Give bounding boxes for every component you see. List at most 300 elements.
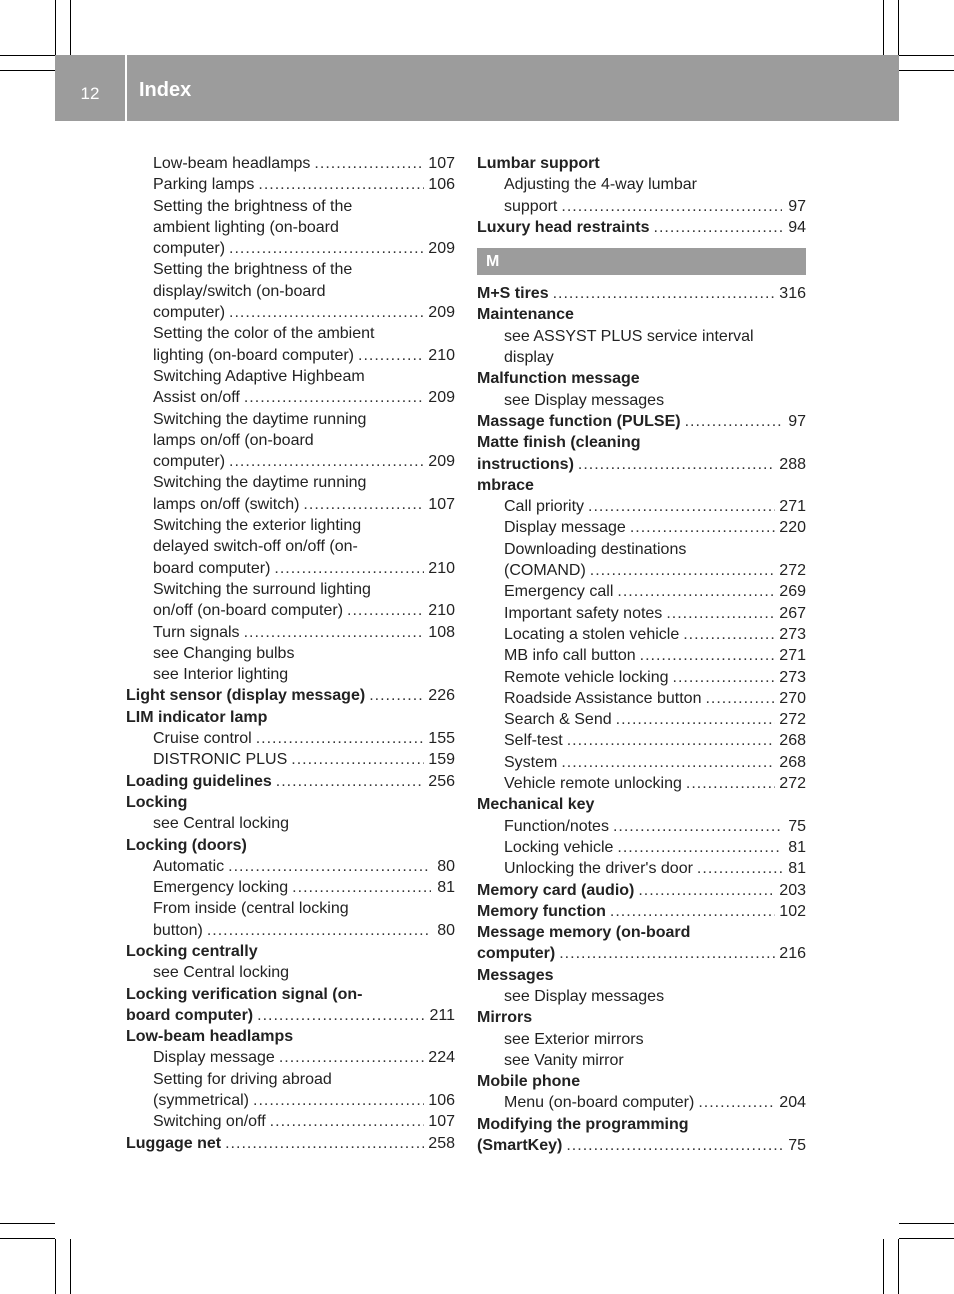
index-entry — [126, 1026, 455, 1047]
index-entry[interactable] — [477, 454, 806, 475]
index-subentry — [126, 259, 455, 280]
index-subentry — [126, 323, 455, 344]
entry-text: Locating a stolen vehicle — [504, 625, 680, 643]
dot-leader — [229, 451, 424, 472]
page-reference[interactable]: 210 — [428, 602, 455, 620]
index-entry — [477, 432, 806, 453]
page-reference[interactable]: 269 — [779, 583, 806, 601]
index-subentry — [126, 1069, 455, 1090]
entry-text: Display message — [153, 1049, 275, 1067]
entry-text: Loading guidelines — [126, 772, 272, 790]
index-entry[interactable] — [477, 943, 806, 964]
page-reference[interactable]: 270 — [779, 689, 806, 707]
index-subentry — [126, 813, 455, 834]
index-subentry — [477, 347, 806, 368]
dot-leader — [566, 1135, 782, 1156]
entry-text: Vehicle remote unlocking — [504, 775, 682, 793]
index-subentry — [126, 196, 455, 217]
index-entry[interactable] — [477, 217, 806, 238]
entry-text: Switching on/off — [153, 1113, 266, 1131]
index-subentry — [126, 217, 455, 238]
index-subentry — [477, 174, 806, 195]
dot-leader — [369, 685, 424, 706]
index-subentry[interactable] — [477, 496, 806, 517]
entry-text: Locking centrally — [126, 942, 258, 960]
entry-text: Massage function (PULSE) — [477, 412, 681, 430]
entry-text: Setting the color of the ambient — [153, 325, 375, 343]
index-entry[interactable] — [477, 880, 806, 901]
page-number: 12 — [80, 84, 100, 103]
index-subentry[interactable] — [477, 709, 806, 730]
page-reference[interactable]: 102 — [779, 902, 806, 920]
page-reference[interactable]: 107 — [428, 1113, 455, 1131]
index-entry[interactable] — [477, 901, 806, 922]
entry-text: Message memory (on-board — [477, 924, 691, 942]
page-reference[interactable]: 273 — [779, 668, 806, 686]
entry-text: From inside (central locking — [153, 900, 349, 918]
page-reference[interactable]: 75 — [788, 817, 806, 835]
index-entry — [477, 1114, 806, 1135]
crop-mark — [898, 0, 899, 55]
entry-text: lamps on/off (switch) — [153, 495, 300, 513]
page-header — [55, 55, 899, 121]
dot-leader — [270, 1111, 425, 1132]
dot-leader — [630, 517, 775, 538]
dot-leader — [228, 856, 431, 877]
index-subentry[interactable] — [126, 302, 455, 323]
index-subentry — [477, 390, 806, 411]
entry-text: display/switch (on-board — [153, 282, 326, 300]
page-reference[interactable]: 210 — [428, 559, 455, 577]
entry-text: Adjusting the 4-way lumbar — [504, 176, 697, 194]
section-letter-bar: M — [477, 248, 806, 275]
dot-leader — [314, 153, 424, 174]
dot-leader — [578, 454, 775, 475]
entry-text: display — [504, 349, 554, 367]
page-reference[interactable]: 81 — [788, 860, 806, 878]
index-subentry — [126, 898, 455, 919]
entry-text: lighting (on-board computer) — [153, 346, 354, 364]
dot-leader — [229, 302, 424, 323]
index-subentry[interactable] — [477, 688, 806, 709]
index-subentry — [477, 539, 806, 560]
index-subentry — [126, 579, 455, 600]
index-subentry — [477, 986, 806, 1007]
entry-text: System — [504, 753, 558, 771]
page-reference[interactable]: 94 — [788, 218, 806, 236]
entry-text: Locking — [126, 793, 188, 811]
index-column-left — [126, 153, 455, 1154]
page-reference[interactable]: 81 — [437, 879, 455, 897]
index-subentry — [477, 1029, 806, 1050]
index-subentry[interactable] — [126, 877, 455, 898]
index-entry — [477, 304, 806, 325]
entry-text: Memory function — [477, 902, 606, 920]
entry-text: Locking verification signal (on- — [126, 985, 363, 1003]
index-subentry — [126, 472, 455, 493]
page-reference[interactable]: 106 — [428, 176, 455, 194]
index-subentry[interactable] — [477, 752, 806, 773]
index-entry[interactable] — [477, 1135, 806, 1156]
index-entry — [126, 984, 455, 1005]
index-subentry[interactable] — [477, 196, 806, 217]
entry-text: Locking vehicle — [504, 838, 614, 856]
page-reference[interactable]: 211 — [429, 1006, 455, 1024]
index-subentry[interactable] — [477, 667, 806, 688]
entry-text: Emergency call — [504, 583, 614, 601]
page-reference[interactable]: 272 — [779, 562, 806, 580]
page-reference[interactable]: 271 — [779, 647, 806, 665]
page-reference[interactable]: 216 — [779, 945, 806, 963]
entry-text: Luggage net — [126, 1134, 222, 1152]
entry-text: computer) — [153, 240, 226, 258]
entry-text: Mechanical key — [477, 796, 595, 814]
index-subentry[interactable] — [126, 920, 455, 941]
index-entry[interactable] — [477, 411, 806, 432]
dot-leader — [279, 1047, 424, 1068]
entry-text: Menu (on-board computer) — [504, 1094, 695, 1112]
entry-text: see Central locking — [153, 815, 290, 833]
dot-leader — [207, 920, 431, 941]
crop-mark — [899, 55, 954, 56]
index-entry — [477, 965, 806, 986]
index-entry — [477, 922, 806, 943]
dot-leader — [616, 709, 776, 730]
dot-leader — [561, 196, 782, 217]
dot-leader — [276, 771, 425, 792]
index-subentry[interactable] — [477, 624, 806, 645]
entry-text: LIM indicator lamp — [126, 708, 268, 726]
page-reference[interactable]: 271 — [779, 498, 806, 516]
index-subentry — [126, 409, 455, 430]
entry-text: delayed switch-off on/off (on- — [153, 538, 358, 556]
dot-leader — [229, 238, 424, 259]
index-subentry[interactable] — [477, 837, 806, 858]
entry-text: (symmetrical) — [153, 1092, 249, 1110]
index-subentry[interactable] — [126, 558, 455, 579]
page-reference[interactable]: 288 — [779, 455, 806, 473]
index-subentry[interactable] — [477, 517, 806, 538]
dot-leader — [561, 752, 775, 773]
header-divider — [125, 55, 127, 121]
dot-leader — [654, 217, 783, 238]
dot-leader — [673, 667, 776, 688]
index-subentry[interactable] — [477, 581, 806, 602]
entry-text: see Vanity mirror — [504, 1051, 624, 1069]
entry-text: Call priority — [504, 498, 585, 516]
dot-leader — [705, 688, 775, 709]
entry-text: Roadside Assistance button — [504, 689, 702, 707]
page-reference[interactable]: 81 — [788, 838, 806, 856]
entry-text: see Display messages — [504, 987, 665, 1005]
index-entry — [126, 792, 455, 813]
dot-leader — [617, 837, 782, 858]
index-entry — [477, 794, 806, 815]
index-entry — [477, 153, 806, 174]
dot-leader — [292, 877, 431, 898]
index-entry — [477, 368, 806, 389]
entry-text: ambient lighting (on-board — [153, 218, 339, 236]
crop-mark — [883, 1239, 884, 1294]
page-title: Index — [139, 79, 192, 101]
dot-leader — [553, 283, 776, 304]
index-subentry[interactable] — [477, 816, 806, 837]
page-reference[interactable]: 107 — [428, 495, 455, 513]
entry-text: board computer) — [153, 559, 271, 577]
index-entry[interactable] — [126, 771, 455, 792]
index-subentry[interactable] — [477, 603, 806, 624]
entry-text: instructions) — [477, 455, 574, 473]
index-subentry[interactable] — [126, 174, 455, 195]
entry-text: M+S tires — [477, 285, 549, 303]
dot-leader — [698, 1092, 775, 1113]
index-subentry[interactable] — [477, 730, 806, 751]
entry-text: computer) — [153, 304, 226, 322]
entry-text: Remote vehicle locking — [504, 668, 669, 686]
index-subentry — [477, 1050, 806, 1071]
page-reference[interactable]: 107 — [428, 155, 455, 172]
entry-text: Mirrors — [477, 1009, 533, 1027]
index-subentry[interactable] — [126, 451, 455, 472]
page-reference[interactable]: 204 — [779, 1094, 806, 1112]
crop-mark — [0, 70, 55, 71]
entry-text: button) — [153, 921, 203, 939]
dot-leader — [274, 558, 424, 579]
dot-leader — [358, 345, 424, 366]
entry-text: Setting the brightness of the — [153, 197, 353, 215]
entry-text: Modifying the programming — [477, 1115, 689, 1133]
entry-text: Setting the brightness of the — [153, 261, 353, 279]
index-subentry[interactable] — [126, 153, 455, 174]
index-subentry — [126, 281, 455, 302]
entry-text: Maintenance — [477, 306, 574, 324]
index-subentry — [126, 962, 455, 983]
index-subentry[interactable] — [126, 1047, 455, 1068]
page-reference[interactable]: 108 — [428, 623, 455, 641]
page-reference[interactable]: 209 — [428, 304, 455, 322]
entry-text: Cruise control — [153, 730, 252, 748]
entry-text: Function/notes — [504, 817, 609, 835]
entry-text: DISTRONIC PLUS — [153, 751, 288, 769]
dot-leader — [683, 624, 775, 645]
page-reference[interactable]: 80 — [437, 921, 455, 939]
index-subentry[interactable] — [126, 494, 455, 515]
entry-text: Mobile phone — [477, 1073, 581, 1091]
page-reference[interactable]: 75 — [788, 1137, 806, 1155]
entry-text: see Exterior mirrors — [504, 1030, 644, 1048]
index-subentry[interactable] — [477, 1092, 806, 1113]
entry-text: see Changing bulbs — [153, 644, 295, 662]
index-subentry[interactable] — [477, 560, 806, 581]
entry-text: on/off (on-board computer) — [153, 602, 344, 620]
entry-text: support — [504, 197, 558, 215]
crop-mark — [55, 0, 56, 55]
index-subentry[interactable] — [477, 773, 806, 794]
page-reference[interactable]: 268 — [779, 753, 806, 771]
entry-text: Turn signals — [153, 623, 240, 641]
crop-mark — [55, 1239, 56, 1294]
entry-text: Light sensor (display message) — [126, 687, 366, 705]
entry-text: computer) — [153, 453, 226, 471]
page-reference[interactable]: 97 — [788, 412, 806, 430]
page-reference[interactable]: 316 — [779, 285, 806, 303]
entry-text: Self-test — [504, 732, 563, 750]
dot-leader — [590, 560, 776, 581]
index-entry[interactable] — [126, 1005, 455, 1026]
entry-text: (COMAND) — [504, 562, 586, 580]
crop-mark — [899, 70, 954, 71]
entry-text: lamps on/off (on-board — [153, 431, 314, 449]
entry-text: Messages — [477, 966, 554, 984]
page-reference[interactable]: 209 — [428, 240, 455, 258]
entry-text: Memory card (audio) — [477, 881, 635, 899]
crop-mark — [883, 0, 884, 55]
index-subentry — [126, 366, 455, 387]
entry-text: Switching the daytime running — [153, 474, 367, 492]
entry-text: board computer) — [126, 1006, 254, 1024]
index-subentry[interactable] — [126, 1111, 455, 1132]
dot-leader — [347, 600, 424, 621]
crop-mark — [0, 1223, 55, 1224]
page-reference[interactable]: 226 — [428, 687, 455, 705]
index-subentry[interactable] — [477, 858, 806, 879]
entry-text: Assist on/off — [153, 389, 240, 407]
entry-text: Luxury head restraints — [477, 218, 650, 236]
page-reference[interactable]: 106 — [428, 1092, 455, 1110]
entry-text: Automatic — [153, 857, 225, 875]
dot-leader — [685, 411, 782, 432]
index-entry — [126, 707, 455, 728]
index-subentry[interactable] — [477, 645, 806, 666]
dot-leader — [291, 749, 424, 770]
index-subentry[interactable] — [126, 728, 455, 749]
index-subentry[interactable] — [126, 600, 455, 621]
page-reference[interactable]: 210 — [428, 346, 455, 364]
entry-text: Locking (doors) — [126, 836, 247, 854]
entry-text: Search & Send — [504, 711, 612, 729]
index-subentry[interactable] — [126, 856, 455, 877]
crop-mark — [899, 1238, 954, 1239]
entry-text: Downloading destinations — [504, 540, 687, 558]
dot-leader — [617, 581, 775, 602]
index-entry[interactable] — [477, 283, 806, 304]
crop-mark — [70, 0, 71, 55]
page-reference[interactable]: 224 — [428, 1049, 455, 1067]
dot-leader — [613, 816, 782, 837]
entry-text: Display message — [504, 519, 626, 537]
entry-text: Switching the exterior lighting — [153, 517, 362, 535]
index-column-right — [477, 153, 806, 1156]
entry-text: Switching the daytime running — [153, 410, 367, 428]
crop-mark — [899, 1223, 954, 1224]
index-subentry — [477, 326, 806, 347]
dot-leader — [666, 603, 775, 624]
dot-leader — [697, 858, 782, 879]
dot-leader — [258, 174, 424, 195]
page-reference[interactable]: 267 — [779, 604, 806, 622]
entry-text: see Interior lighting — [153, 666, 289, 684]
index-entry[interactable] — [126, 685, 455, 706]
dot-leader — [257, 1005, 425, 1026]
entry-text: Lumbar support — [477, 155, 600, 172]
entry-text: Unlocking the driver's door — [504, 860, 693, 878]
entry-text: Parking lamps — [153, 176, 255, 194]
page-reference[interactable]: 155 — [428, 730, 455, 748]
page-reference[interactable]: 220 — [779, 519, 806, 537]
index-entry — [126, 835, 455, 856]
dot-leader — [244, 622, 425, 643]
dot-leader — [610, 901, 775, 922]
index-subentry — [126, 664, 455, 685]
index-entry — [477, 1071, 806, 1092]
index-subentry — [126, 643, 455, 664]
dot-leader — [640, 645, 776, 666]
dot-leader — [588, 496, 775, 517]
page-reference[interactable]: 203 — [779, 881, 806, 899]
index-subentry[interactable] — [126, 622, 455, 643]
crop-mark — [70, 1239, 71, 1294]
entry-text: MB info call button — [504, 647, 636, 665]
page-reference[interactable]: 273 — [779, 625, 806, 643]
page-reference[interactable]: 209 — [428, 389, 455, 407]
index-entry — [477, 475, 806, 496]
entry-text: see ASSYST PLUS service interval — [504, 327, 754, 345]
index-entry — [126, 941, 455, 962]
index-subentry[interactable] — [126, 749, 455, 770]
crop-mark — [898, 1239, 899, 1294]
page-reference[interactable]: 80 — [437, 857, 455, 875]
entry-text: Low-beam headlamps — [153, 155, 311, 172]
entry-text: Emergency locking — [153, 879, 289, 897]
entry-text: see Display messages — [504, 391, 665, 409]
entry-text: Setting for driving abroad — [153, 1070, 332, 1088]
index-subentry[interactable] — [126, 345, 455, 366]
page-reference[interactable]: 159 — [428, 751, 455, 769]
page-reference[interactable]: 268 — [779, 732, 806, 750]
entry-text: Low-beam headlamps — [126, 1028, 294, 1046]
dot-leader — [638, 880, 775, 901]
dot-leader — [244, 387, 424, 408]
index-subentry[interactable] — [126, 1090, 455, 1111]
entry-text: Switching Adaptive Highbeam — [153, 367, 365, 385]
dot-leader — [253, 1090, 424, 1111]
index-subentry[interactable] — [126, 387, 455, 408]
dot-leader — [567, 730, 776, 751]
entry-text: Matte finish (cleaning — [477, 434, 641, 452]
entry-text: computer) — [477, 945, 556, 963]
entry-text: Malfunction message — [477, 370, 640, 388]
entry-text: mbrace — [477, 476, 534, 494]
entry-text: Switching the surround lighting — [153, 580, 371, 598]
page-reference[interactable]: 97 — [788, 197, 806, 215]
dot-leader — [303, 494, 424, 515]
dot-leader — [686, 773, 775, 794]
page-reference[interactable]: 272 — [779, 711, 806, 729]
entry-text: Important safety notes — [504, 604, 663, 622]
page-reference[interactable]: 258 — [428, 1134, 455, 1152]
dot-leader — [256, 728, 425, 749]
index-subentry — [126, 430, 455, 451]
page-reference[interactable]: 272 — [779, 775, 806, 793]
page-reference[interactable]: 256 — [428, 772, 455, 790]
index-entry — [477, 1007, 806, 1028]
dot-leader — [559, 943, 775, 964]
index-subentry[interactable] — [126, 238, 455, 259]
crop-mark — [0, 55, 55, 56]
index-entry[interactable] — [126, 1133, 455, 1154]
page-reference[interactable]: 209 — [428, 453, 455, 471]
dot-leader — [225, 1133, 424, 1154]
